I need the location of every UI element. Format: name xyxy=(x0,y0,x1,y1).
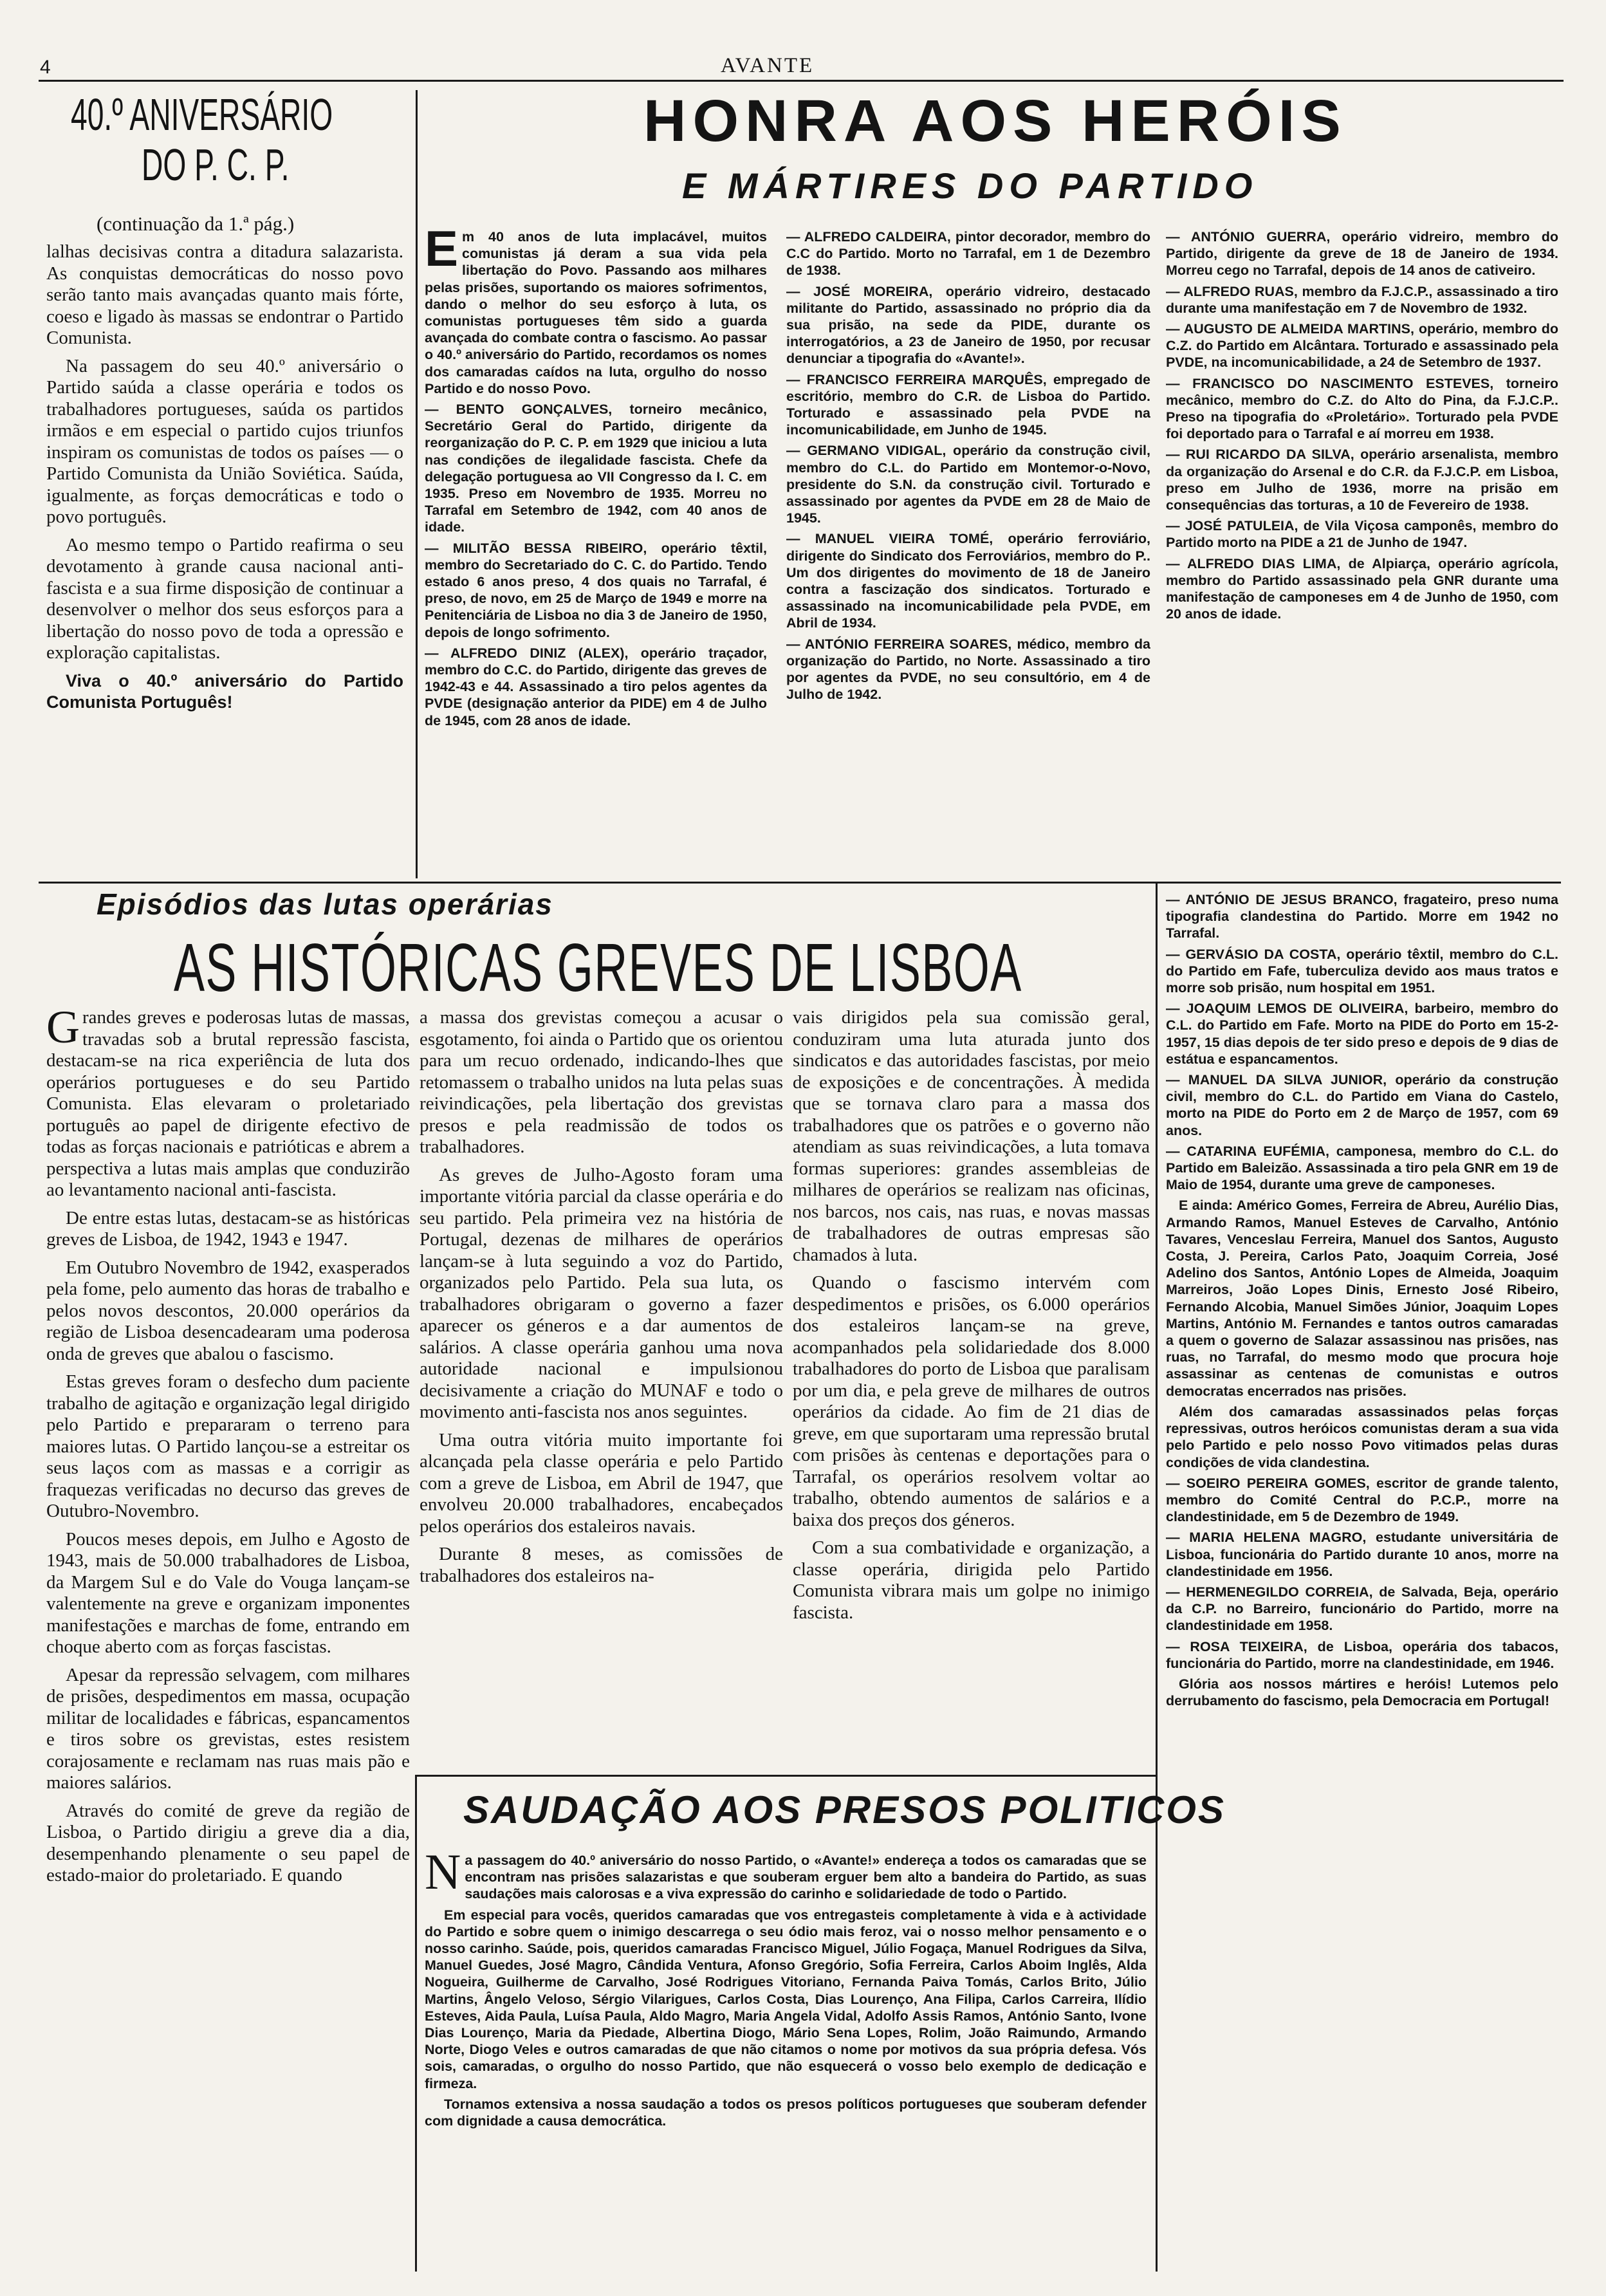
honra-entry: — MANUEL VIEIRA TOMÉ, operário ferroviário, dirigente do Sindicato dos Ferroviários, membro do P.. Um dos dirigentes do movimento de 18 de Janeiro contra a fascização dos sindicatos. Torturado e assassinado na incomunicabilidade pela PVDE, em Abril de 1934. xyxy=(786,531,1150,631)
honra-entry: — SOEIRO PEREIRA GOMES, escritor de grande talento, membro do Comité Central do P.C.P., morre na clandestinidade, em 5 de Dezembro de 1949. xyxy=(1166,1475,1558,1525)
greves-paragraph: vais dirigidos pela sua comissão geral, conduziram uma luta aturada junto dos sindicatos e das autoridades fascistas, por meio de exposições e de concentrações. À medida que se tornava claro para a massa dos trabalhadores que os patrões e o governo não atendiam as suas reivindicações, a luta tomava formas superiores: grandes assembleias de milhares de operários se realizam nas oficinas, nos barcos, nos cais, nas ruas, e novas massas de trabalhadores de outras empresas são chamados à luta. xyxy=(793,1007,1150,1265)
greves-column-3 xyxy=(793,1007,1150,1773)
honra-column-1 xyxy=(425,228,767,882)
honra-entry: — RUI RICARDO DA SILVA, operário arsenalista, membro da organização do Arsenal e do C.R. da F.J.C.P. em Lisboa, preso em Julho de 1936, morre na prisão em consequências das torturas, a 10 de Fevereiro de 1938. xyxy=(1166,447,1558,514)
greves-paragraph: Uma outra vitória muito importante foi alcançada pela classe operária e pelo Partido com a greve de Lisboa, em Abril de 1947, que envolveu 20.000 trabalhadores, encabeçados pelos operários dos estaleiros navais. xyxy=(420,1429,783,1537)
honra-entry: — GERMANO VIDIGAL, operário da construção civil, membro do C.L. do Partido em Montemor-o-Novo, presidente do S.N. da construção civil. Torturado e assassinado por agentes da PVDE em 28 de Maio de 1945. xyxy=(786,443,1150,526)
honra-column-3 xyxy=(1166,228,1558,882)
honra-entry: — HERMENEGILDO CORREIA, de Salvada, Beja, operário da C.P. no Barreiro, funcionário do Partido, morre na clandestinidade em 1958. xyxy=(1166,1584,1558,1634)
greves-column-2 xyxy=(420,1007,783,1773)
greves-paragraph: Quando o fascismo intervém com despedimentos e prisões, os 6.000 operários dos estaleiros lançam-se na greve, acompanhados pela solidariedade dos 8.000 trabalhadores do porto de Lisboa que paralisam por um dia, e pela greve de milhares de outros operários da cidade. Ao fim de 21 dias de greve, em que suportaram uma repressão brutal com prisões às centenas e deportações para o Tarrafal, os operários resolvem voltar ao trabalho, obtendo aumentos de salários e a baixa dos preços dos géneros. xyxy=(793,1272,1150,1530)
honra-entry: — ALFREDO RUAS, membro da F.J.C.P., assassinado a tiro durante uma manifestação em 7 de Novembro de 1932. xyxy=(1166,283,1558,316)
greves-paragraph: Através do comité de greve da região de Lisboa, o Partido dirigiu a greve dia a dia, desempenhando plenamente o seu papel de estado-maior do proletariado. E quando xyxy=(46,1800,410,1885)
anniversary-title-line2: DO P. C. P. xyxy=(142,140,290,190)
honra-subtitle: E MÁRTIRES DO PARTIDO xyxy=(682,165,1259,206)
honra-entry: Além dos camaradas assassinados pelas forças repressivas, outros heróicos comunistas deram a sua vida pelo Partido e pelo nosso Povo vitimados pelas duras condições de vida clandestina. xyxy=(1166,1403,1558,1470)
greves-paragraph: As greves de Julho-Agosto foram uma importante vitória parcial da classe operária e do seu partido. Pela primeira vez na história de Portugal, dezenas de milhares de operários lançam-se à luta seguindo a voz do Partido, organizados pelo Partido. Pela sua luta, os trabalhadores obrigaram o governo a fazer aparecer os géneros e a dar aumentos de salários. A classe operária ganhou uma nova autoridade nacional e impulsionou decisivamente a criação do MUNAF e todo o movimento anti-fascista nos anos seguintes. xyxy=(420,1164,783,1422)
honra-entry: — ALFREDO DIAS LIMA, de Alpiarça, operário agrícola, membro do Partido assassinado pela GNR durante uma manifestação de camponeses em 4 de Junho de 1950, com 20 anos de idade. xyxy=(1166,555,1558,622)
anniversary-paragraph: lalhas decisivas contra a ditadura salazarista. As conquistas democráticas do nosso povo serão tanto mais avançadas quanto mais fórte, coeso e ligado às massas se endontrar o Partido Comunista. xyxy=(46,241,403,348)
honra-entry: — BENTO GONÇALVES, torneiro mecânico, Secretário Geral do Partido, dirigente da reorganização do P. C. P. em 1929 que iniciou a luta nas condições de ilegalidade fascista. Chefe da delegação portuguesa ao VII Congresso da I. C. em 1935. Preso em Novembro de 1935. Morreu no Tarrafal em Setembro de 1942, com 40 anos de idade. xyxy=(425,402,767,535)
anniversary-title-line1: 40.º ANIVERSÁRIO xyxy=(71,89,333,140)
greves-top-rule xyxy=(39,882,1156,884)
vertical-rule-left xyxy=(416,90,418,878)
honra-entry: — MANUEL DA SILVA JUNIOR, operário da construção civil, membro do C.L. do Partido em Viana do Castelo, morto na PIDE do Porto em 2 de Março de 1957, com 69 anos. xyxy=(1166,1072,1558,1138)
greves-paragraph: Durante 8 meses, as comissões de trabalhadores dos estaleiros na- xyxy=(420,1544,783,1586)
honra-title: HONRA AOS HERÓIS xyxy=(643,88,1347,154)
saudacao-frame-top xyxy=(415,1775,1156,1777)
greves-paragraph: Com a sua combatividade e organização, a classe operária, dirigida pelo Partido Comunista vibrara mais um golpe no inimigo fascista. xyxy=(793,1537,1150,1623)
honra-entry: — ROSA TEIXEIRA, de Lisboa, operária dos tabacos, funcionária do Partido, morre na clandestinidade, em 1946. xyxy=(1166,1638,1558,1671)
greves-paragraph: Grandes greves e poderosas lutas de massas, travadas sob a brutal repressão fascista, destacam-se na rica experiência de luta dos operários portugueses e do seu Partido Comunista. Elas elevaram o proletariado português ao papel de dirigente efectivo de todas as forças nacionais e patrióticas e abrem a perspectiva a lutas mais amplas que conduzirão ao levantamento nacional anti-fascista. xyxy=(46,1007,410,1200)
anniversary-body xyxy=(46,241,403,885)
honra-divider xyxy=(1156,882,1561,884)
honra-entry: — ANTÓNIO DE JESUS BRANCO, fragateiro, preso numa tipografia clandestina do Partido. Morre em 1942 no Tarrafal. xyxy=(1166,892,1558,941)
greves-kicker: Episódios das lutas operárias xyxy=(97,887,553,921)
greves-paragraph: Estas greves foram o desfecho dum paciente trabalho de agitação e organização legal dirigido pelo Partido e prepararam o terreno para maiores lutas. O Partido lançou-se a estreitar os seus laços com as massas e a corrigir as fraquezas verificadas no decurso das greves de Outubro-Novembro. xyxy=(46,1371,410,1521)
greves-paragraph: a massa dos grevistas começou a acusar o esgotamento, foi ainda o Partido que os orientou para um recuo ordenado, indicando-lhes que retomassem o trabalho unidos na luta pelas suas reivindicações, pela libertação dos grevistas presos e pela readmissão de todos os trabalhadores. xyxy=(420,1007,783,1157)
honra-column-4 xyxy=(1166,891,1558,2275)
greves-column-1 xyxy=(46,1007,410,2272)
honra-intro: Em 40 anos de luta implacável, muitos comunistas já deram a sua vida pela libertação do Povo. Passando aos milhares pelas prisões, suportando os maiores sofrimentos, dando o melhor do seu esforço à luta, os comunistas portugueses têm sido a guarda avançada do combate contra o fascismo. Ao passar o 40.º aniversário do Partido, recordamos os nomes dos camaradas caídos na luta, orgulho do nosso Partido e do nosso Povo. xyxy=(425,228,767,396)
honra-entry: — JOAQUIM LEMOS DE OLIVEIRA, barbeiro, membro do C.L. do Partido em Fafe. Morto na PIDE do Porto em 15-2-1957, 15 dias depois de ter sido preso e depois de 9 dias de estátua e espancamentos. xyxy=(1166,1001,1558,1067)
saudacao-body xyxy=(425,1852,1147,2270)
honra-entry: E ainda: Américo Gomes, Ferreira de Abreu, Aurélio Dias, Armando Ramos, Manuel Esteves de Carvalho, António Tavares, Venceslau Ferreira, Manuel dos Santos, Augusto Costa, J. Pereira, Carlos Pato, Joaquim Correia, José Adelino dos Santos, António Lopes de Almeida, Joaquim Marreiros, João Lopes Dinis, Ernesto José Ribeiro, Fernando Alcobia, Manuel Simões Júnior, Joaquim Lopes Martins, António M. Fernandes e tantos outros camaradas a quem o governo de Salazar assassinou nas prisões, nas ruas, no Tarrafal, do mesmo modo que procura hoje assassinar as centenas de comunistas e outros democratas encerrados nas prisões. xyxy=(1166,1198,1558,1399)
greves-paragraph: Apesar da repressão selvagem, com milhares de prisões, despedimentos em massa, ocupação militar de localidades e fábricas, espancamentos e tiros sobre os grevistas, estes resistem corajosamente e reclamam nas ruas mais pão e maiores salários. xyxy=(46,1664,410,1793)
vertical-rule-right xyxy=(1156,882,1158,2272)
masthead-rule xyxy=(39,80,1564,82)
saudacao-frame-left xyxy=(415,1775,417,2272)
honra-entry: — CATARINA EUFÉMIA, camponesa, membro do C.L. do Partido em Baleizão. Assassinada a tiro pela GNR em 19 de Maio de 1954, durante uma greve de camponeses. xyxy=(1166,1143,1558,1193)
honra-entry: — MARIA HELENA MAGRO, estudante universitária de Lisboa, funcionária do Partido durante 10 anos, morre na clandestinidade em 1956. xyxy=(1166,1530,1558,1579)
honra-entry: — JOSÉ PATULEIA, de Vila Viçosa camponês, membro do Partido morto na PIDE a 21 de Junho de 1947. xyxy=(1166,518,1558,551)
greves-paragraph: Poucos meses depois, em Julho e Agosto de 1943, mais de 50.000 trabalhadores de Lisboa, da Margem Sul e do Vale do Vouga lançam-se valentemente na greve e organizam imponentes manifestações e marchas de fome, entrando em choque aberto com as forças fascistas. xyxy=(46,1528,410,1657)
honra-entry: — ANTÓNIO FERREIRA SOARES, médico, membro da organização do Partido, no Norte. Assassinado a tiro por agentes da PVDE, no seu consultório, em 4 de Julho de 1942. xyxy=(786,636,1150,703)
honra-entry: — ANTÓNIO GUERRA, operário vidreiro, membro do Partido, dirigente da greve de 18 de Janeiro de 1934. Morreu cego no Tarrafal, depois de 14 anos de cativeiro. xyxy=(1166,229,1558,279)
honra-column-2 xyxy=(786,228,1150,882)
honra-entry: — JOSÉ MOREIRA, operário vidreiro, destacado militante do Partido, assassinado no próprio dia da sua prisão, na sede da PIDE, durante os interrogatórios, a 23 de Janeiro de 1950, por recusar denunciar a tipografia do «Avante!». xyxy=(786,283,1150,367)
anniversary-continuation: (continuação da 1.ª pág.) xyxy=(97,212,295,235)
anniversary-closing: Viva o 40.º aniversário do Partido Comunista Português! xyxy=(46,671,403,712)
honra-entry: — FRANCISCO DO NASCIMENTO ESTEVES, torneiro mecânico, membro do C.Z. do Alto do Pina, da F.J.C.P.. Preso na tipografia do «Proletário». Torturado pela PVDE foi deportado para o Tarrafal e aí morreu em 1938. xyxy=(1166,375,1558,442)
saudacao-paragraph: Tornamos extensiva a nossa saudação a todos os presos políticos portugueses que souberam defender com dignidade a causa democrática. xyxy=(425,2096,1147,2129)
greves-title: AS HISTÓRICAS GREVES DE LISBOA xyxy=(174,930,1022,1006)
greves-paragraph: Em Outubro Novembro de 1942, exasperados pela fome, pelo aumento das horas de trabalho e pelos novos descontos, 20.000 operários da região de Lisboa desencadearam uma poderosa onda de greves que abalou o fascismo. xyxy=(46,1257,410,1364)
honra-dropcap: E xyxy=(425,228,459,277)
saudacao-paragraph: Na passagem do 40.º aniversário do nosso Partido, o «Avante!» endereça a todos os camaradas que se encontram nas prisões salazaristas e que souberam erguer bem alto a bandeira do Partido, as suas saudações mais calorosas e a viva expressão do carinho e solidariedade de todo o Partido. xyxy=(425,1852,1147,1902)
saudacao-dropcap: N xyxy=(425,1852,461,1900)
honra-entry: — FRANCISCO FERREIRA MARQUÊS, empregado de escritório, membro do C.R. de Lisboa do Partido. Torturado e assassinado pela PVDE na incomunicabilidade, em Junho de 1945. xyxy=(786,371,1150,438)
greves-dropcap: G xyxy=(46,1007,80,1053)
greves-paragraph: De entre estas lutas, destacam-se as históricas greves de Lisboa, de 1942, 1943 e 1947. xyxy=(46,1207,410,1250)
honra-closing: Glória aos nossos mártires e heróis! Lutemos pelo derrubamento do fascismo, pela Democracia em Portugal! xyxy=(1166,1676,1558,1709)
anniversary-paragraph: Na passagem do seu 40.º aniversário o Partido saúda a classe operária e todos os trabalhadores portugueses, saúda os partidos irmãos e em especial o partido cujos triunfos inspiram os comunistas de todos os países — o Partido Comunista da União Soviética. Saúda, igualmente, as forças democráticas e todo o povo português. xyxy=(46,355,403,527)
honra-entry: — MILITÃO BESSA RIBEIRO, operário têxtil, membro do Secretariado do C. C. do Partido. Tendo estado 6 anos preso, 4 dos quais no Tarrafal, é preso, de novo, em 25 de Março de 1949 e morre na Penitenciária de Lisboa no dia 3 de Janeiro de 1950, depois de longo sofrimento. xyxy=(425,540,767,640)
honra-entry: — AUGUSTO DE ALMEIDA MARTINS, operário, membro do C.Z. do Partido em Alcântara. Torturado e assassinado pela PVDE, na incomunicabilidade, a 24 de Setembro de 1937. xyxy=(1166,321,1558,371)
honra-entry: — GERVÁSIO DA COSTA, operário têxtil, membro do C.L. do Partido em Fafe, tuberculiza devido aos maus tratos e morre sob prisão, num hospital em 1951. xyxy=(1166,946,1558,996)
saudacao-paragraph: Em especial para vocês, queridos camaradas que vos entregasteis completamente à vida e à actividade do Partido e sobre quem o inimigo descarrega o seu ódio mais feroz, vai o nosso melhor pensamento e o nosso carinho. Saúde, pois, queridos camaradas Francisco Miguel, Júlio Fogaça, Manuel Rodrigues da Silva, Manuel Guedes, José Magro, Cândida Ventura, Afonso Gregório, Sofia Ferreira, Carlos Aboim Inglês, Alda Nogueira, Guilherme de Carvalho, José Rodrigues Vitoriano, Fernanda Paiva Tomás, Carlos Brito, Júlio Martins, Ângelo Veloso, Sérgio Vilarigues, Carlos Costa, Dias Lourenço, Ana Filipa, Carlos Carreira, Ilídio Esteves, Aida Paula, Luísa Paula, Aldo Magro, Maria Angela Vidal, Adolfo Assis Ramos, António Santo, Ivone Dias Lourenço, Maria da Piedade, Albertina Diogo, Mário Sena Lopes, Rolim, João Raimundo, Armando Norte, Diogo Veles e outros camaradas de que não citamos o nome por motivos da sua própria defesa. Vós sois, camaradas, o orgulho do nosso Partido, que não esquecerá o vosso belo exemplo de dedicação e firmeza. xyxy=(425,1907,1147,2091)
honra-entry: — ALFREDO CALDEIRA, pintor decorador, membro do C.C do Partido. Morto no Tarrafal, em 1 de Dezembro de 1938. xyxy=(786,229,1150,279)
paper-name: AVANTE xyxy=(721,54,815,77)
saudacao-title: SAUDAÇÃO AOS PRESOS POLITICOS xyxy=(463,1788,1226,1831)
anniversary-paragraph: Ao mesmo tempo o Partido reafirma o seu devotamento à grande causa nacional anti-fascista e a sua firme disposição de continuar a desenvolver o melhor dos seus esforços para a libertação do nosso povo de toda a opressão e exploração capitalistas. xyxy=(46,534,403,663)
page-number: 4 xyxy=(40,57,51,78)
honra-entry: — ALFREDO DINIZ (ALEX), operário traçador, membro do C.C. do Partido, dirigente das greves de 1942-43 e 44. Assassinado a tiro pelos agentes da PVDE (designação anterior da PIDE) em 4 de Julho de 1945, com 28 anos de idade. xyxy=(425,645,767,728)
